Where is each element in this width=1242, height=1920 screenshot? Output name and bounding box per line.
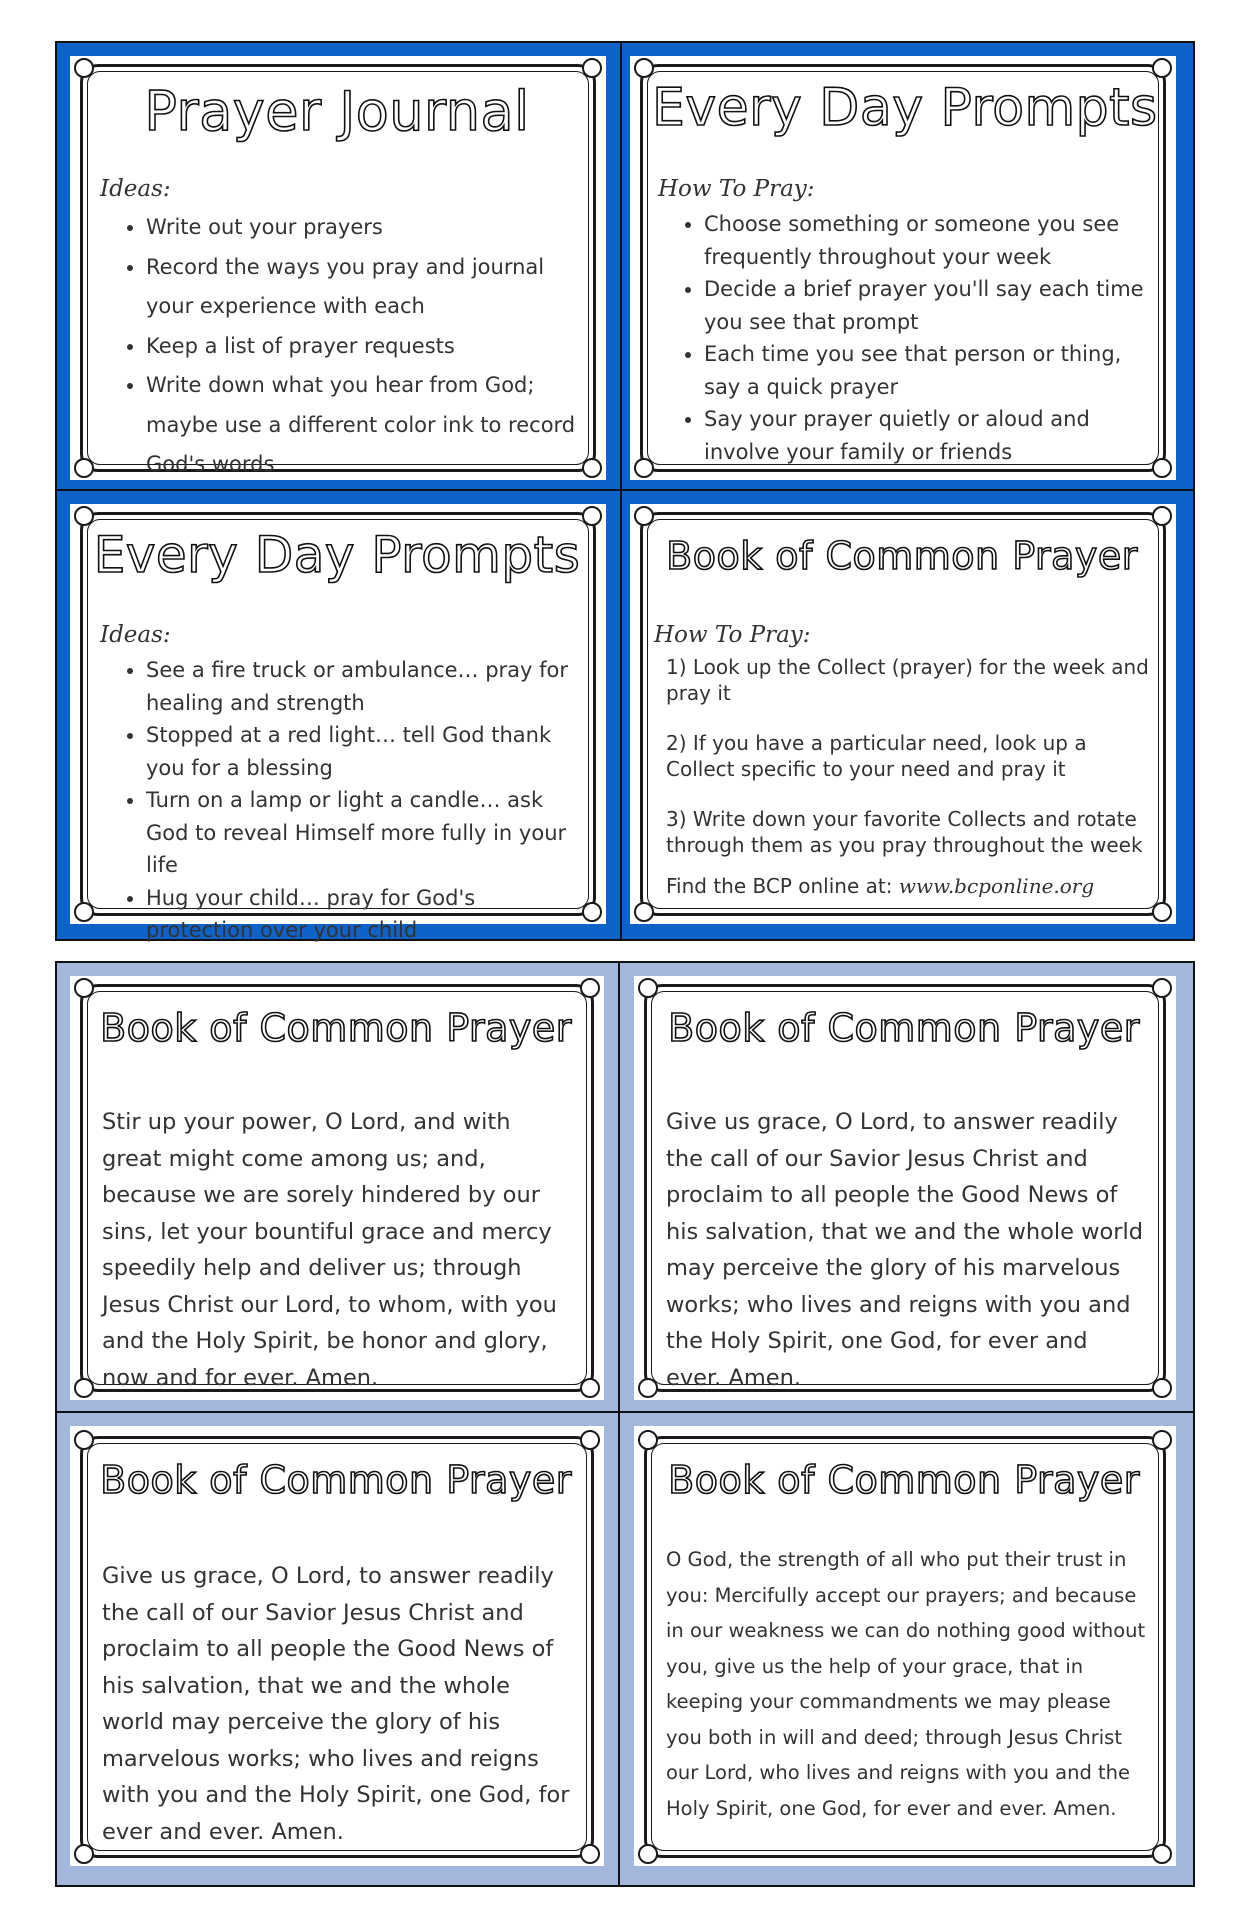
collect-text: Stir up your power, O Lord, and with great might come among us; and, because we are sorely hindered by our sins, let your bountiful grace and mercy speedily help and deliver us; through Jesus Christ our Lord, to whom, with you and the Holy Spirit, be honor and glory, now and for ever. Amen. — [102, 1109, 557, 1391]
list-item: • Keep a list of prayer requests — [146, 327, 576, 367]
collect-text: Give us grace, O Lord, to answer readily the call of our Savior Jesus Christ and proclaim to all people the Good News of his salvation, that we and the whole world may perceive the glory of his marvelous works; who lives and reigns with you and the Holy Spirit, one God, for ever and ever. Amen. — [666, 1109, 1144, 1391]
frame-corner-ornament — [634, 506, 654, 526]
top-sheet-horizontal-divider — [55, 489, 1195, 491]
step-item: 3) Write down your favorite Collects and rotate through them as you pray throughout the week — [666, 807, 1143, 857]
list-item: • Each time you see that person or thing, say a quick prayer — [704, 338, 1148, 403]
frame-corner-ornament — [74, 1430, 94, 1450]
frame-corner-ornament — [582, 458, 602, 478]
list-item: • Write down what you hear from God; maybe use a different color ink to record God's words — [146, 366, 576, 485]
card-title: Book of Common Prayer — [100, 1458, 572, 1502]
list-item: • Write out your prayers — [146, 208, 576, 248]
card-title: Book of Common Prayer — [668, 1006, 1140, 1050]
card-subheading: Ideas: — [100, 622, 171, 648]
card-title: Book of Common Prayer — [666, 534, 1138, 578]
card-subheading: Ideas: — [100, 176, 171, 202]
frame-corner-ornament — [580, 1430, 600, 1450]
frame-corner-ornament — [1152, 458, 1172, 478]
frame-corner-ornament — [74, 978, 94, 998]
list-item: • See a fire truck or ambulance… pray for healing and strength — [146, 654, 580, 719]
frame-corner-ornament — [74, 458, 94, 478]
frame-corner-ornament — [1152, 506, 1172, 526]
card-bcp-collect-2 — [634, 976, 1176, 1400]
list-item: • Decide a brief prayer you'll say each time you see that prompt — [704, 273, 1148, 338]
list-item: • Record the ways you pray and journal your experience with each — [146, 248, 576, 327]
card-subheading: How To Pray: — [654, 622, 811, 648]
bcp-online-label: Find the BCP online at: — [666, 874, 893, 898]
frame-corner-ornament — [634, 58, 654, 78]
card-bcp-collect-3 — [70, 1426, 604, 1866]
frame-corner-ornament — [1152, 1430, 1172, 1450]
collect-text: O God, the strength of all who put their trust in you: Mercifully accept our prayers; and because in our weakness we can do nothing good without you, give us the help of your grace, that in keeping your commandments we may please you both in will and deed; through Jesus Christ our Lord, who lives and reigns with you and the Holy Spirit, one God, for ever and ever. Amen. — [666, 1548, 1146, 1820]
frame-corner-ornament — [582, 58, 602, 78]
bcp-online-url[interactable]: www.bcponline.org — [898, 874, 1095, 898]
bottom-sheet-vertical-divider — [618, 961, 620, 1887]
ideas-list — [100, 654, 580, 947]
frame-corner-ornament — [74, 58, 94, 78]
card-every-day-prompts-ideas — [70, 504, 606, 942]
card-subheading: How To Pray: — [658, 176, 815, 202]
card-title: Every Day Prompts — [652, 78, 1158, 138]
frame-corner-ornament — [74, 902, 94, 922]
list-item: • Turn on a lamp or light a candle… ask God to reveal Himself more fully in your life — [146, 784, 580, 882]
card-bcp-collect-4 — [634, 1426, 1176, 1866]
how-to-pray-list — [658, 208, 1148, 468]
bottom-sheet-horizontal-divider — [55, 1411, 1195, 1413]
card-prayer-journal — [70, 56, 606, 480]
card-bcp-collect-1 — [70, 976, 604, 1400]
frame-corner-ornament — [580, 1378, 600, 1398]
step-item: 2) If you have a particular need, look up a Collect specific to your need and pray it — [666, 731, 1087, 781]
steps-list — [654, 654, 1152, 858]
list-item: • Say your prayer quietly or aloud and involve your family or friends — [704, 403, 1148, 468]
card-title: Book of Common Prayer — [100, 1006, 572, 1050]
collect-text: Give us grace, O Lord, to answer readily the call of our Savior Jesus Christ and proclaim to all people the Good News of his salvation, that we and the whole world may perceive the glory of his marvelous works; who lives and reigns with you and the Holy Spirit, one God, for ever and ever. Amen. — [102, 1563, 570, 1845]
frame-corner-ornament — [74, 506, 94, 526]
ideas-list — [100, 208, 576, 485]
top-sheet-vertical-divider — [620, 41, 622, 941]
card-every-day-prompts-how — [630, 56, 1176, 480]
frame-corner-ornament — [582, 902, 602, 922]
step-item: 1) Look up the Collect (prayer) for the week and pray it — [666, 655, 1149, 705]
frame-corner-ornament — [582, 506, 602, 526]
frame-corner-ornament — [638, 978, 658, 998]
frame-corner-ornament — [580, 978, 600, 998]
card-bcp-how-to-pray — [630, 504, 1176, 924]
bcp-online-line — [654, 874, 1152, 898]
list-item: • Hug your child… pray for God's protection over your child — [146, 882, 580, 947]
frame-corner-ornament — [1152, 978, 1172, 998]
card-title: Book of Common Prayer — [668, 1458, 1140, 1502]
list-item: • Choose something or someone you see frequently throughout your week — [704, 208, 1148, 273]
card-title: Every Day Prompts — [93, 526, 581, 584]
list-item: • Stopped at a red light… tell God thank you for a blessing — [146, 719, 580, 784]
frame-corner-ornament — [634, 458, 654, 478]
frame-corner-ornament — [638, 1430, 658, 1450]
card-title: Prayer Journal — [144, 80, 530, 143]
frame-corner-ornament — [580, 1844, 600, 1864]
frame-corner-ornament — [1152, 58, 1172, 78]
